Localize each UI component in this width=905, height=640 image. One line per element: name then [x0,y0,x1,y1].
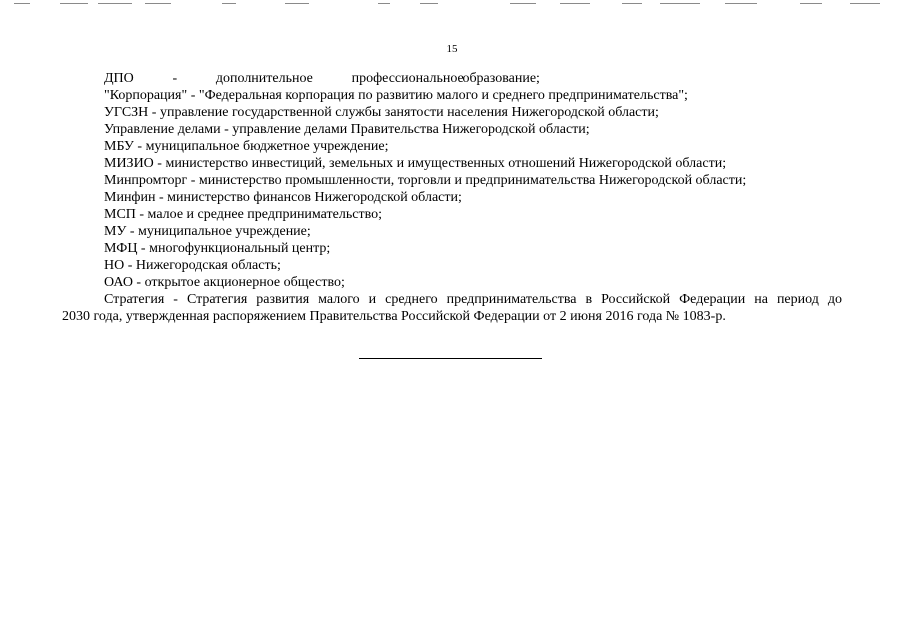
abbreviation-minpromtorg: Минпромторг - министерство промышленности, торговли и предпринимательства Нижегородской области; [104,173,747,188]
abbr-word: дополнительное [215,71,313,86]
abbreviation-korporaciya: "Корпорация" - "Федеральная корпорация по развитию малого и среднего предпринимательства"; [104,88,688,103]
abbreviation-oao: ОАО - открытое акционерное общество; [104,275,345,290]
scan-mark [622,3,642,4]
abbr-word: образование; [462,71,540,86]
abbreviation-minfin: Минфин - министерство финансов Нижегородской области; [104,190,462,205]
scan-mark [378,3,390,4]
scan-mark [222,3,236,4]
abbreviation-strategy-continued: 2030 года, утвержденная распоряжением Правительства Российской Федерации от 2 июня 2016 года № 1083-р. [62,309,726,324]
abbreviation-ugszn: УГСЗН - управление государственной службы занятости населения Нижегородской области; [104,105,659,120]
abbreviation-mfc: МФЦ - многофункциональный центр; [104,241,331,256]
abbreviation-dpo [104,70,540,87]
scan-mark [145,3,171,4]
abbr-word: профессиональное [351,71,464,86]
scan-mark [800,3,822,4]
abbreviation-mizio: МИЗИО - министерство инвестиций, земельных и имущественных отношений Нижегородской области; [104,156,727,171]
scan-mark [560,3,590,4]
section-separator-line [359,358,542,359]
scan-mark [660,3,700,4]
scan-mark [510,3,536,4]
scan-mark [60,3,88,4]
scan-mark [98,3,132,4]
scan-header-marks [0,0,905,6]
scan-mark [420,3,438,4]
abbreviation-no: НО - Нижегородская область; [104,258,281,273]
scan-mark [285,3,309,4]
page-number: 15 [446,43,458,55]
scan-mark [14,3,30,4]
abbreviation-mu: МУ - муниципальное учреждение; [104,224,311,239]
abbreviation-mbu: МБУ - муниципальное бюджетное учреждение; [104,139,389,154]
abbreviation-msp: МСП - малое и среднее предпринимательство; [104,207,382,222]
abbr-dash: - [172,71,178,86]
abbreviation-upravlenie-delami: Управление делами - управление делами Правительства Нижегородской области; [104,122,590,137]
abbreviation-strategy: Стратегия - Стратегия развития малого и среднего предпринимательства в Российской Федерации на период до [104,292,842,307]
abbr-term: ДПО [104,71,134,86]
scan-mark [725,3,757,4]
scan-mark [850,3,880,4]
